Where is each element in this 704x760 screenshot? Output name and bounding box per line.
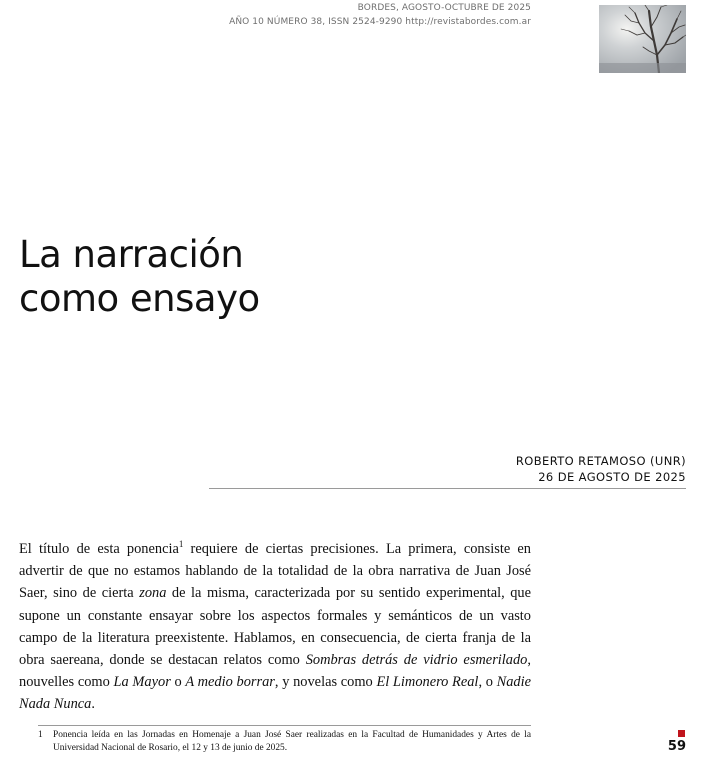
body-text-run: El título de esta ponencia <box>19 541 179 557</box>
emphasis-zona: zona <box>139 585 167 602</box>
article-title-line-1: La narración <box>19 233 244 276</box>
body-text-run: requiere de ciertas precisiones. La primera, consiste en advertir de que no estamos hablando de la totalidad de la obra narrativa de Juan José Saer, sino de cierta <box>19 541 531 602</box>
footnote <box>38 729 531 755</box>
footnote-text: Ponencia leída en las Jornadas en Homenaje a Juan José Saer realizadas en la Facultad de Humanidades y Artes de la Universidad Nacional de Rosario, el 12 y 13 de junio de 2025. <box>53 730 531 753</box>
body-text-run: , y novelas como <box>274 674 377 691</box>
bare-tree-photo-icon <box>599 5 686 73</box>
work-title-la-mayor: La Mayor <box>113 674 171 691</box>
body-text-run: de la misma, caracterizada por su sentido experimental, que supone un constante ensayar sobre los aspectos formales y semánticos de un vasto campo de la literatura preexistente. Hablamos, en consecuencia, de cierta franja de la obra saereana, donde se destacan relatos como <box>19 585 531 669</box>
article-title-line-2: como ensayo <box>19 277 260 320</box>
body-text-run: . <box>91 696 95 713</box>
body-paragraph <box>19 538 531 716</box>
journal-issue-line: BORDES, AGOSTO-OCTUBRE DE 2025 <box>357 3 531 13</box>
journal-issn-line: AÑO 10 NÚMERO 38, ISSN 2524-9290 http://revistabordes.com.ar <box>229 17 531 27</box>
byline <box>516 453 686 485</box>
author-name: ROBERTO RETAMOSO (UNR) <box>515 454 686 468</box>
page-number: 59 <box>667 739 686 754</box>
footnote-divider <box>38 725 531 726</box>
body-text-run: o <box>170 674 186 691</box>
bare-tree-photo <box>599 5 686 73</box>
work-title-a-medio-borrar: A medio borrar <box>185 674 275 691</box>
footnote-number: 1 <box>38 730 43 740</box>
article-title <box>19 233 260 321</box>
body-text-run: , o <box>478 674 497 691</box>
work-title-nadie-nada-nunca: Nadie Nada Nunca <box>19 674 532 713</box>
work-title-el-limonero-real: El Limonero Real <box>376 674 479 691</box>
body-text-run: , nouvelles como <box>19 652 531 691</box>
page-marker-square <box>678 730 685 737</box>
footnote-reference[interactable]: 1 <box>178 539 184 550</box>
byline-divider <box>209 488 686 489</box>
article-date: 26 DE AGOSTO DE 2025 <box>538 470 686 484</box>
work-title-sombras: Sombras detrás de vidrio esmerilado <box>305 652 528 669</box>
